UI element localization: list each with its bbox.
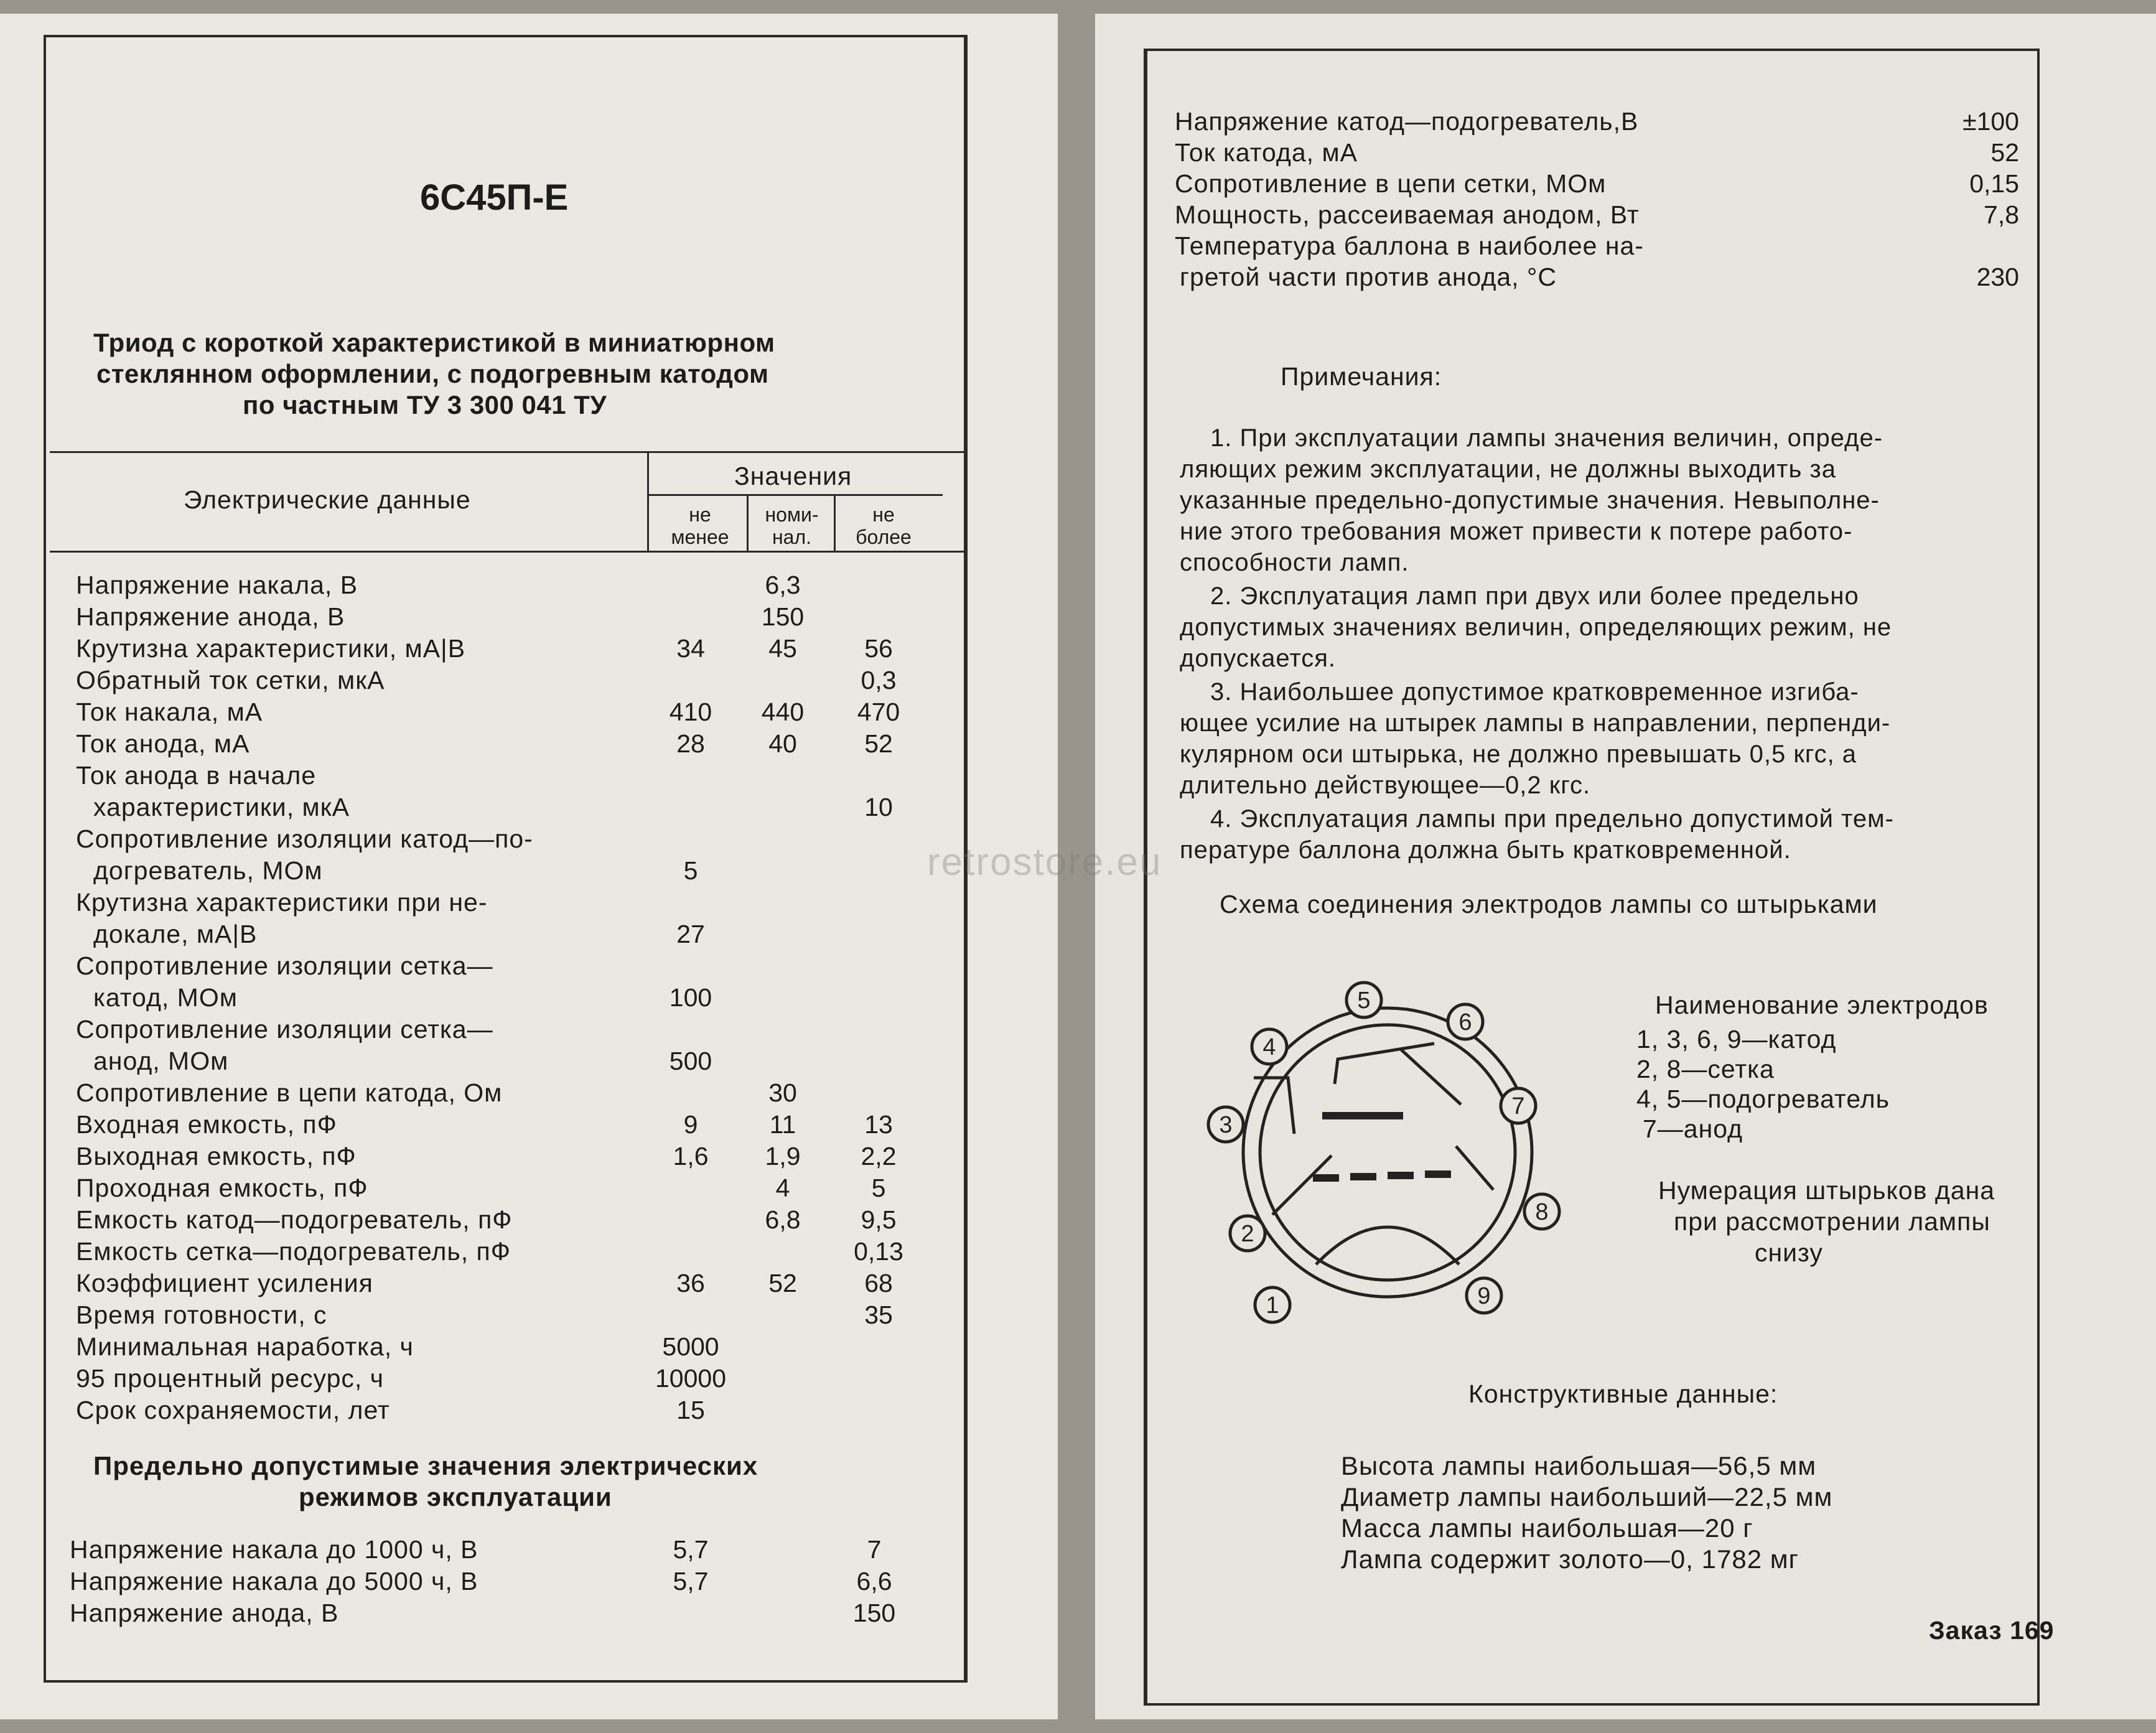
header-divider-1	[647, 451, 649, 551]
row-value-min: 36	[676, 1269, 705, 1297]
construction-title: Конструктивные данные:	[1468, 1380, 1778, 1408]
pin-number: 2	[1241, 1221, 1254, 1247]
row-label: Время готовности, с	[76, 1301, 327, 1329]
row-label: Сопротивление изоляции катод—по-	[76, 824, 533, 853]
watermark: retrostore.eu	[927, 841, 1162, 884]
pin-number: 9	[1477, 1283, 1491, 1309]
row-value-min: 500	[669, 1047, 712, 1075]
row-value-nom: 52	[768, 1269, 797, 1297]
limit-label: Напряжение накала до 5000 ч, В	[70, 1567, 478, 1595]
row-label: Входная емкость, пФ	[76, 1110, 337, 1139]
limits-title-line: режимов эксплуатации	[299, 1482, 612, 1511]
row-label: Минимальная наработка, ч	[76, 1332, 414, 1361]
cathode-lead	[1272, 1156, 1332, 1215]
row-label: докале, мА|В	[93, 920, 258, 948]
row-value-nom: 4	[775, 1174, 790, 1202]
row-label: Ток анода, мА	[76, 729, 250, 758]
table-top-rule	[50, 451, 964, 453]
row-label: Выходная емкость, пФ	[76, 1142, 357, 1170]
pin-number: 6	[1458, 1009, 1472, 1035]
row-value-min: 5	[683, 856, 698, 885]
notes-title: Примечания:	[1281, 362, 1442, 391]
header-divider-3	[834, 494, 836, 551]
row-value-max: 68	[864, 1269, 893, 1297]
row-value-min: 10000	[655, 1364, 726, 1393]
construction-line: Диаметр лампы наибольший—22,5 мм	[1341, 1482, 1833, 1511]
row-value-nom: 6,8	[765, 1205, 801, 1234]
row-value-max: 5	[871, 1174, 886, 1202]
row-value-min: 410	[669, 698, 712, 726]
row-label: Ток анода в начале	[76, 761, 317, 790]
row-label: Емкость катод—подогреватель, пФ	[76, 1205, 513, 1234]
header-values-rule	[647, 494, 943, 496]
row-value-min: 34	[676, 634, 705, 663]
limit-min: 5,7	[673, 1535, 709, 1564]
pin-number: 8	[1535, 1199, 1549, 1225]
header-bottom-rule	[50, 551, 964, 553]
note-line: ние этого требования может привести к потере работо-	[1180, 518, 1853, 545]
header-min: не менее	[671, 503, 729, 548]
row-label: Емкость сетка—подогреватель, пФ	[76, 1237, 511, 1266]
row-label: характеристики, мкА	[93, 793, 350, 821]
note-line: 2. Эксплуатация ламп при двух или более предельно	[1210, 582, 1859, 610]
row-label: Сопротивление изоляции сетка—	[76, 951, 493, 980]
header-values: Значения	[734, 462, 852, 490]
row-value-nom: 440	[761, 698, 805, 726]
row-value-max: 56	[864, 634, 893, 663]
row-value-max: 470	[857, 698, 900, 726]
top-row-value: 230	[1976, 263, 2019, 291]
right-page	[1095, 14, 2156, 1719]
pin-number: 7	[1511, 1093, 1525, 1119]
key-notch	[1316, 1227, 1459, 1264]
header-param: Электрические данные	[184, 485, 471, 514]
row-label: догреватель, МОм	[93, 856, 323, 885]
row-label: Сопротивление изоляции сетка—	[76, 1015, 493, 1044]
row-value-max: 0,3	[861, 666, 897, 694]
row-label: катод, МОм	[93, 983, 238, 1012]
row-value-min: 9	[683, 1110, 698, 1139]
row-value-max: 9,5	[861, 1205, 897, 1234]
row-label: Напряжение накала, В	[76, 571, 358, 599]
top-row-value: ±100	[1962, 107, 2019, 136]
row-value-nom: 1,9	[765, 1142, 801, 1170]
row-value-max: 35	[864, 1301, 893, 1329]
top-row-label: гретой части против анода, °С	[1180, 263, 1557, 291]
grid-dash	[1350, 1173, 1376, 1180]
row-value-min: 100	[669, 983, 712, 1012]
top-row-value: 0,15	[1969, 169, 2019, 198]
construction-line: Лампа содержит золото—0, 1782 мг	[1341, 1544, 1799, 1574]
row-value-nom: 45	[768, 634, 797, 663]
note-line: допустимых значениях величин, определяющих режим, не	[1180, 614, 1892, 641]
anode-lead	[1335, 1044, 1434, 1084]
row-label: Крутизна характеристики, мА|В	[76, 634, 466, 663]
note-line: кулярном оси штырька, не должно превышать 0,5 кгс, а	[1180, 740, 1857, 768]
electrode-line: 4, 5—подогреватель	[1636, 1085, 1890, 1113]
top-row-label: Сопротивление в цепи сетки, МОм	[1175, 169, 1607, 198]
limit-max: 150	[852, 1599, 896, 1627]
limit-label: Напряжение анода, В	[70, 1599, 339, 1627]
pin-diagram	[1201, 966, 1599, 1364]
limit-max: 7	[867, 1535, 882, 1564]
top-row-label: Мощность, рассеиваемая анодом, Вт	[1175, 200, 1640, 229]
header-max: не более	[856, 503, 912, 548]
bulb-inner	[1260, 1025, 1515, 1280]
row-value-max: 52	[864, 729, 893, 758]
row-label: Срок сохраняемости, лет	[76, 1396, 390, 1424]
row-value-nom: 11	[769, 1110, 796, 1139]
grid-dash	[1313, 1174, 1339, 1182]
anode-line	[1401, 1050, 1461, 1105]
subtitle-line: по частным ТУ 3 300 041 ТУ	[243, 390, 607, 419]
row-value-max: 0,13	[854, 1237, 903, 1266]
limit-min: 5,7	[673, 1567, 709, 1595]
numbering-line: при рассмотрении лампы	[1674, 1207, 1990, 1236]
header-nom: номи- нал.	[765, 503, 819, 548]
note-line: 1. При эксплуатации лампы значения величин, опреде-	[1210, 424, 1883, 452]
header-divider-2	[747, 494, 749, 551]
row-value-nom: 6,3	[765, 571, 801, 599]
top-row-label: Напряжение катод—подогреватель,В	[1175, 107, 1639, 136]
electrode-line: 1, 3, 6, 9—катод	[1636, 1025, 1837, 1053]
diagram-title: Схема соединения электродов лампы со штырьками	[1220, 890, 1878, 918]
row-label: Напряжение анода, В	[76, 602, 345, 631]
limit-label: Напряжение накала до 1000 ч, В	[70, 1535, 478, 1564]
row-label: Сопротивление в цепи катода, Ом	[76, 1078, 503, 1107]
note-line: способности ламп.	[1180, 549, 1409, 576]
row-value-nom: 40	[768, 729, 797, 758]
grid-lead	[1456, 1146, 1493, 1190]
row-label: 95 процентный ресурс, ч	[76, 1364, 385, 1393]
note-line: ющее усилие на штырек лампы в направлении, перпенди-	[1180, 709, 1891, 737]
row-label: анод, МОм	[93, 1047, 229, 1075]
pin-number: 4	[1262, 1034, 1276, 1060]
subtitle-line: Триод с короткой характеристикой в миниатюрном	[93, 328, 775, 357]
row-label: Ток накала, мА	[76, 698, 263, 726]
row-value-min: 1,6	[673, 1142, 709, 1170]
subtitle-line: стеклянном оформлении, с подогревным катодом	[96, 359, 769, 388]
limit-max: 6,6	[856, 1567, 892, 1595]
top-row-value: 7,8	[1984, 200, 2019, 229]
electrodes-title: Наименование электродов	[1655, 991, 1989, 1019]
row-value-max: 13	[864, 1110, 893, 1139]
construction-line: Масса лампы наибольшая—20 г	[1341, 1513, 1753, 1543]
note-line: допускается.	[1180, 645, 1336, 672]
row-label: Обратный ток сетки, мкА	[76, 666, 385, 694]
grid-dash	[1425, 1170, 1451, 1178]
row-value-min: 28	[676, 729, 705, 758]
row-value-nom: 30	[768, 1078, 797, 1107]
pin-number: 1	[1266, 1292, 1279, 1319]
note-line: 4. Эксплуатация лампы при предельно допустимой тем-	[1210, 805, 1894, 833]
row-value-min: 15	[676, 1396, 705, 1424]
note-line: указанные предельно-допустимые значения. Невыполне-	[1180, 487, 1880, 514]
anode-plate	[1322, 1112, 1403, 1119]
order-number: Заказ 169	[1929, 1616, 2055, 1645]
left-page	[0, 14, 1058, 1719]
row-value-max: 2,2	[861, 1142, 897, 1170]
row-value-max: 10	[864, 793, 893, 821]
lamp-title: 6С45П-Е	[420, 177, 569, 218]
numbering-line: Нумерация штырьков дана	[1658, 1176, 1995, 1205]
top-row-label: Ток катода, мА	[1175, 138, 1358, 167]
row-label: Проходная емкость, пФ	[76, 1174, 368, 1202]
electrode-line: 2, 8—сетка	[1636, 1055, 1775, 1083]
top-row-value: 52	[1990, 138, 2019, 167]
row-label: Крутизна характеристики при не-	[76, 888, 488, 917]
limits-title-line: Предельно допустимые значения электрических	[93, 1451, 758, 1480]
row-value-min: 27	[676, 920, 705, 948]
pin-number: 3	[1219, 1112, 1233, 1138]
note-line: ляющих режим эксплуатации, не должны выходить за	[1180, 455, 1837, 483]
note-line: длительно действующее—0,2 кгс.	[1180, 772, 1591, 799]
top-row-label: Температура баллона в наиболее на-	[1175, 231, 1644, 260]
pin-number: 5	[1357, 988, 1371, 1014]
grid-dash	[1388, 1172, 1414, 1179]
numbering-line: снизу	[1755, 1238, 1823, 1267]
row-value-nom: 150	[761, 602, 805, 631]
row-label: Коэффициент усиления	[76, 1269, 373, 1297]
electrode-line: 7—анод	[1643, 1114, 1743, 1143]
row-value-min: 5000	[662, 1332, 719, 1361]
note-line: пературе баллона должна быть кратковременной.	[1180, 836, 1791, 864]
note-line: 3. Наибольшее допустимое кратковременное изгиба-	[1210, 678, 1859, 706]
construction-line: Высота лампы наибольшая—56,5 мм	[1341, 1451, 1817, 1480]
